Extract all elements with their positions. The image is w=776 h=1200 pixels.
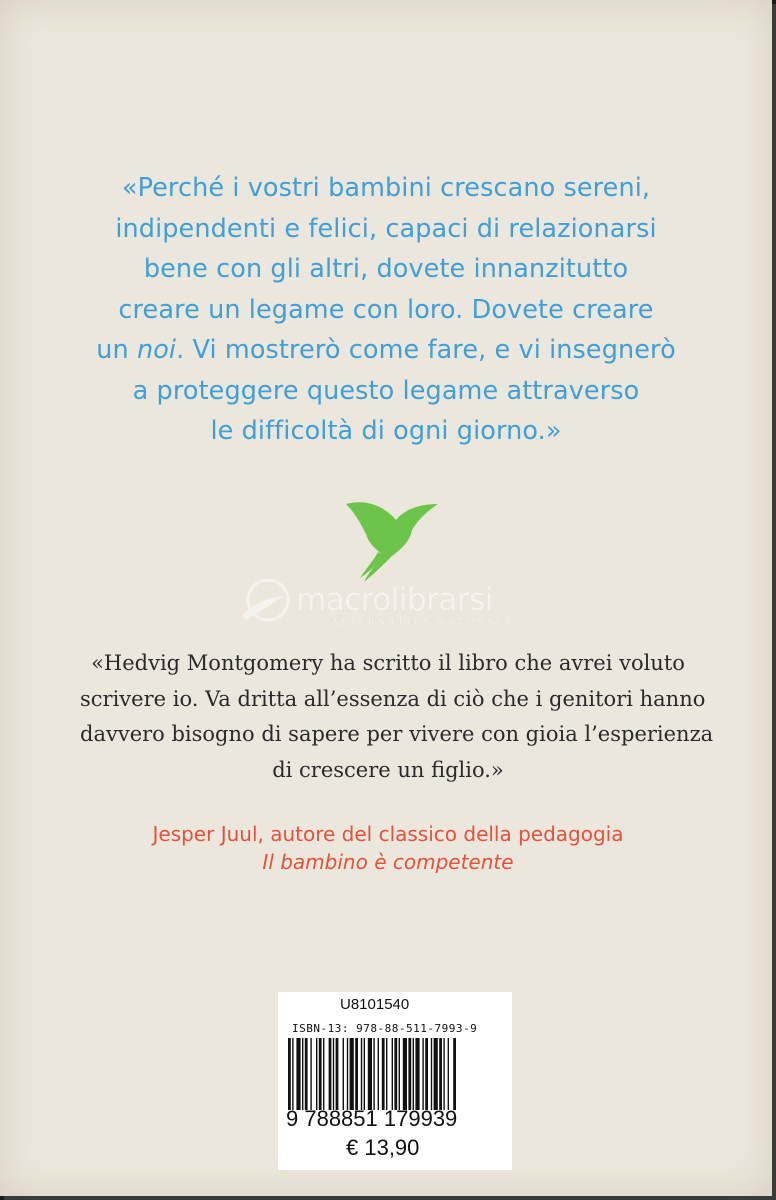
barcode-bar: [439, 1038, 442, 1110]
barcode-bar: [443, 1038, 444, 1110]
quote-line: creare un legame con loro. Dovete creare: [118, 294, 654, 325]
watermark: [238, 574, 548, 636]
barcode-bar: [343, 1038, 344, 1110]
endorsement-line: scrivere io. Va dritta all’essenza di ciò che i genitori hanno: [80, 686, 706, 711]
barcode-bar: [288, 1038, 291, 1110]
attribution: [80, 820, 696, 876]
barcode-bar: [347, 1038, 348, 1110]
leaf-logo-icon: [238, 576, 296, 624]
price: € 13,90: [346, 1135, 420, 1160]
quote-fragment: un: [96, 335, 129, 365]
barcode-bar: [394, 1038, 397, 1110]
barcode-bar: [333, 1038, 334, 1110]
book-title-part: competente: [392, 850, 514, 874]
page-edge-shadow: [772, 4, 776, 1200]
barcode-bar: [392, 1038, 393, 1110]
barcode-digits: 9 788851 179939: [286, 1106, 458, 1131]
quote-line: «Perché i vostri bambini crescano sereni,: [121, 173, 651, 203]
barcode-bar: [378, 1038, 379, 1110]
price-label: [278, 992, 512, 1170]
main-quote: [60, 168, 712, 452]
endorsement-line: davvero bisogno di sapere per vivere con gioia l’esperienza: [80, 722, 714, 746]
barcode-bar: [355, 1038, 358, 1110]
barcode-bar: [302, 1038, 303, 1110]
barcode-bar: [434, 1038, 438, 1110]
quote-italic-noi: noi: [136, 335, 177, 365]
barcode-bar: [323, 1038, 324, 1110]
barcode-bar: [373, 1038, 374, 1110]
barcode-bar: [382, 1038, 385, 1110]
barcode-bar: [386, 1038, 387, 1110]
book-title-part: è: [367, 850, 393, 874]
endorsement-line: «Hedvig Montgomery ha scritto il libro che avrei voluto: [91, 651, 685, 675]
barcode-bar: [403, 1038, 407, 1110]
watermark-tagline: ALTERNATIVA NATURALE: [331, 618, 515, 628]
barcode-bar: [453, 1038, 456, 1110]
product-code: U8101540: [340, 996, 410, 1013]
endorsement-quote: [80, 646, 714, 788]
quote-line: bene con gli altri, dovete innanzitutto: [143, 254, 629, 284]
barcode-bar: [336, 1038, 339, 1110]
barcode: [284, 1038, 506, 1110]
quote-line: indipendenti e felici, capaci di relazionarsi: [115, 213, 657, 244]
quote-line: [60, 330, 712, 371]
watermark-name: macrolibrarsi: [296, 582, 493, 618]
barcode-bar: [350, 1038, 354, 1110]
quote-line: le difficoltà di ogni giorno.»: [210, 416, 562, 446]
attribution-author: Jesper Juul, autore del classico della pedagogia: [152, 822, 624, 846]
attribution-book: [80, 848, 696, 876]
barcode-bar: [448, 1038, 449, 1110]
barcode-bar: [316, 1038, 317, 1110]
book-title-part: Il bambino: [262, 850, 368, 874]
barcode-bar: [329, 1038, 332, 1110]
barcode-bar: [305, 1038, 308, 1110]
barcode-bar: [292, 1038, 293, 1110]
barcode-bar: [408, 1038, 411, 1110]
isbn-text: ISBN-13: 978-88-511-7993-9: [292, 1022, 478, 1035]
page-edge-shadow: [4, 1196, 776, 1200]
endorsement-line: di crescere un figlio.»: [272, 757, 504, 782]
barcode-bar: [361, 1038, 362, 1110]
barcode-bar: [310, 1038, 311, 1110]
quote-fragment: . Vi mostrerò come fare, e vi insegnerò: [176, 335, 676, 365]
barcode-bar: [296, 1038, 300, 1110]
barcode-bar: [364, 1038, 365, 1110]
barcode-bar: [319, 1038, 322, 1110]
barcode-bar: [399, 1038, 400, 1110]
barcode-bar: [422, 1038, 423, 1110]
barcode-bar: [431, 1038, 432, 1110]
barcode-bar: [413, 1038, 414, 1110]
quote-line: a proteggere questo legame attraverso: [132, 375, 640, 406]
barcode-bar: [368, 1038, 372, 1110]
barcode-bar: [415, 1038, 419, 1110]
barcode-bar: [425, 1038, 428, 1110]
